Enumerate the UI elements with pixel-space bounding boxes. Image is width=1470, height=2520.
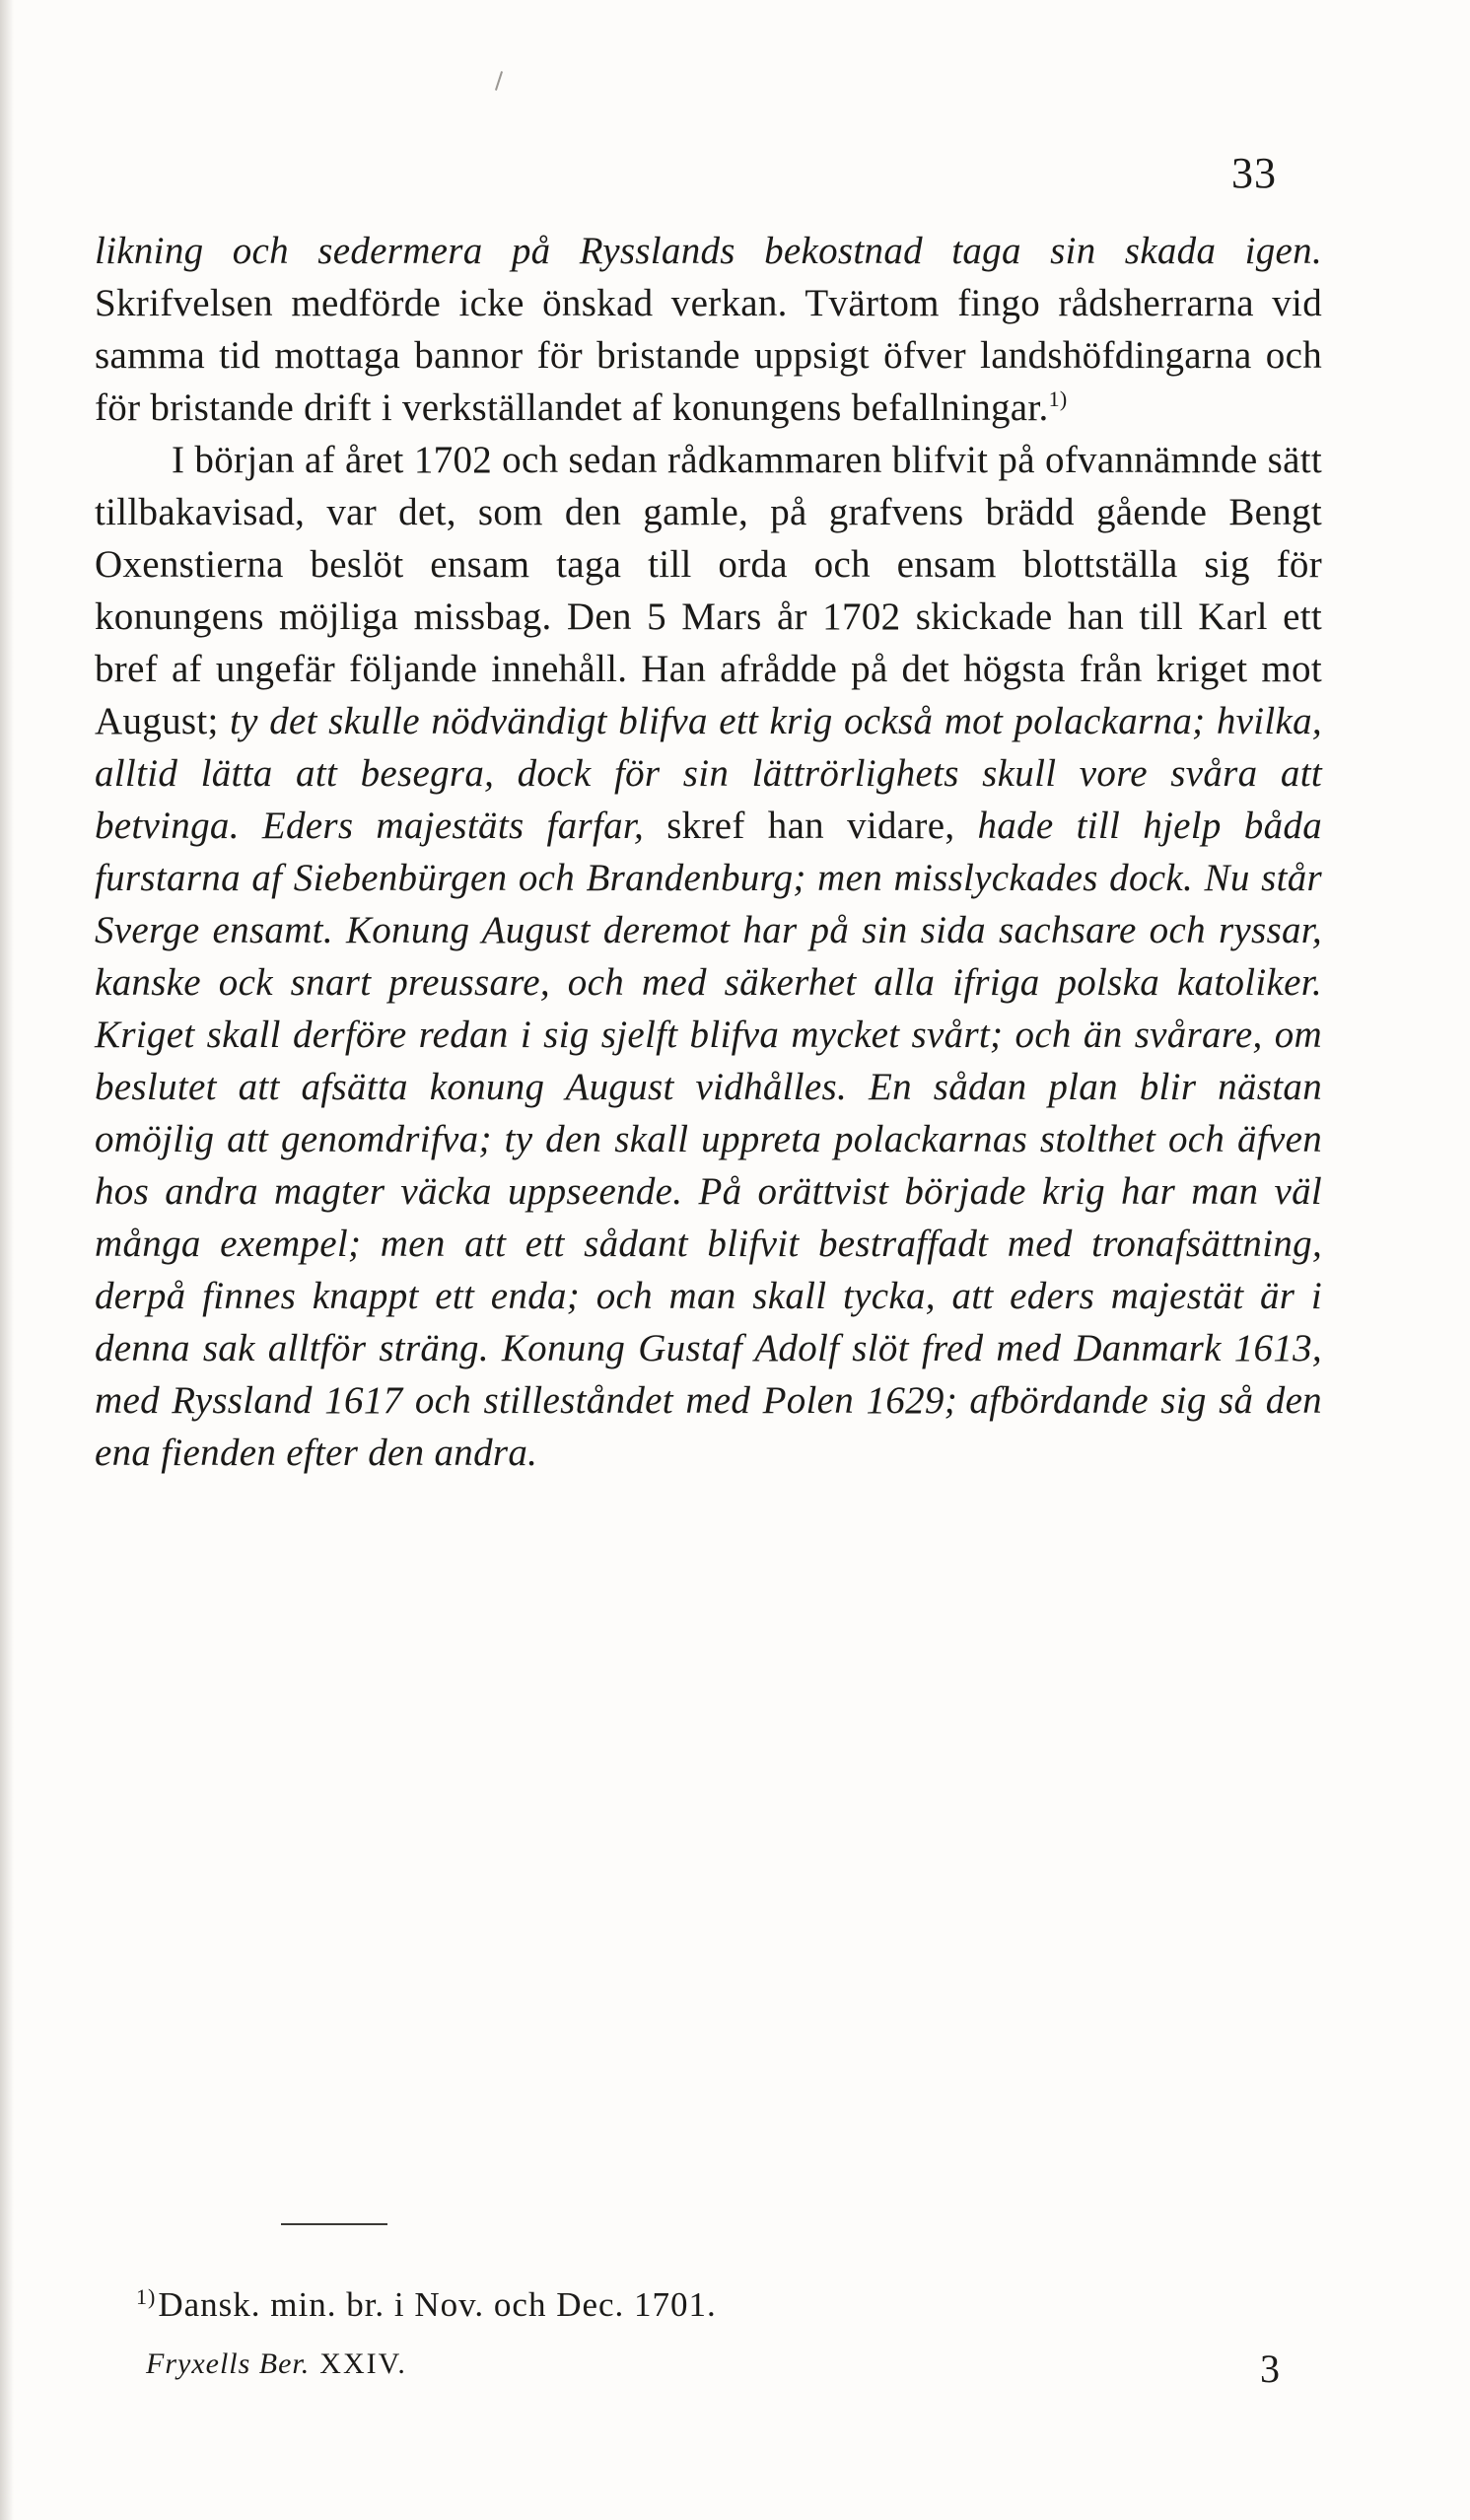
page-number: 33 [1231,149,1277,197]
paragraph [95,225,1322,434]
footnote-separator-rule [281,2223,387,2225]
footnote-reference: 1) [1048,386,1068,411]
page-edge-shadow [0,0,14,2520]
signature-author: Fryxells Ber. [146,2347,311,2380]
text-run: I början af året 1702 och sedan rådkammaren blifvit på ofvannämnde sätt tillbakavisad, var det, som den gamle, på grafvens brädd gående Bengt Oxenstierna beslöt ensam taga till orda och ensam blottställa sig för konungens möjliga missbag. Den 5 Mars år 1702 skickade han till Karl ett bref af ungefär följande innehåll. Han afrådde på det högsta från kriget mot August; [95,439,1322,742]
italic-text-run: likning och sedermera på Rysslands bekostnad taga sin skada igen. [95,230,1322,272]
body-text [95,225,1322,1479]
text-run: skref han vidare, [644,805,978,847]
footnote-mark: 1) [136,2284,157,2309]
signature-volume: XXIV. [319,2347,407,2380]
paragraph [95,434,1322,1479]
stray-pencil-mark [495,71,503,91]
signature-mark [146,2347,407,2381]
text-run: Skrifvelsen medförde icke önskad verkan. Tvärtom fingo rådsherrarna vid samma tid mottaga bannor för bristande uppsigt öfver landshöfdingarna och för bristande drift i verkställandet af konungens befallningar. [95,282,1322,429]
sheet-number: 3 [1260,2346,1280,2391]
signature-line [146,2347,1280,2389]
footnote-text: Dansk. min. br. i Nov. och Dec. 1701. [158,2285,717,2324]
italic-text-run: hade till hjelp båda furstarna af Siebenbürgen och Brandenburg; men misslyckades dock. Nu står Sverge ensamt. Konung August deremot har på sin sida sachsare och ryssar, kanske ock snart preussare, och med säkerhet alla ifriga polska katoliker. Kriget skall derföre redan i sig sjelft blifva mycket svårt; och än svårare, om beslutet att afsätta konung August vidhålles. En sådan plan blir nästan omöjlig att genomdrifva; ty den skall uppreta polackarnas stolthet och äfven hos andra magter väcka uppseende. På orättvist började krig har man väl många exempel; men att ett sådant blifvit bestraffadt med tronafsättning, derpå finnes knappt ett enda; och man skall tycka, att eders majestät är i denna sak alltför sträng. Konung Gustaf Adolf slöt fred med Danmark 1613, med Ryssland 1617 och stilleståndet med Polen 1629; afbördande sig så den ena fienden efter den andra. [95,805,1322,1474]
italic-text-run: ty det skulle nödvändigt blifva ett krig också mot polackarna; hvilka, alltid lätta att besegra, dock för sin lättrörlighets skull vore svåra att betvinga. Eders majestäts farfar, [95,700,1322,847]
footnote [136,2285,1221,2325]
